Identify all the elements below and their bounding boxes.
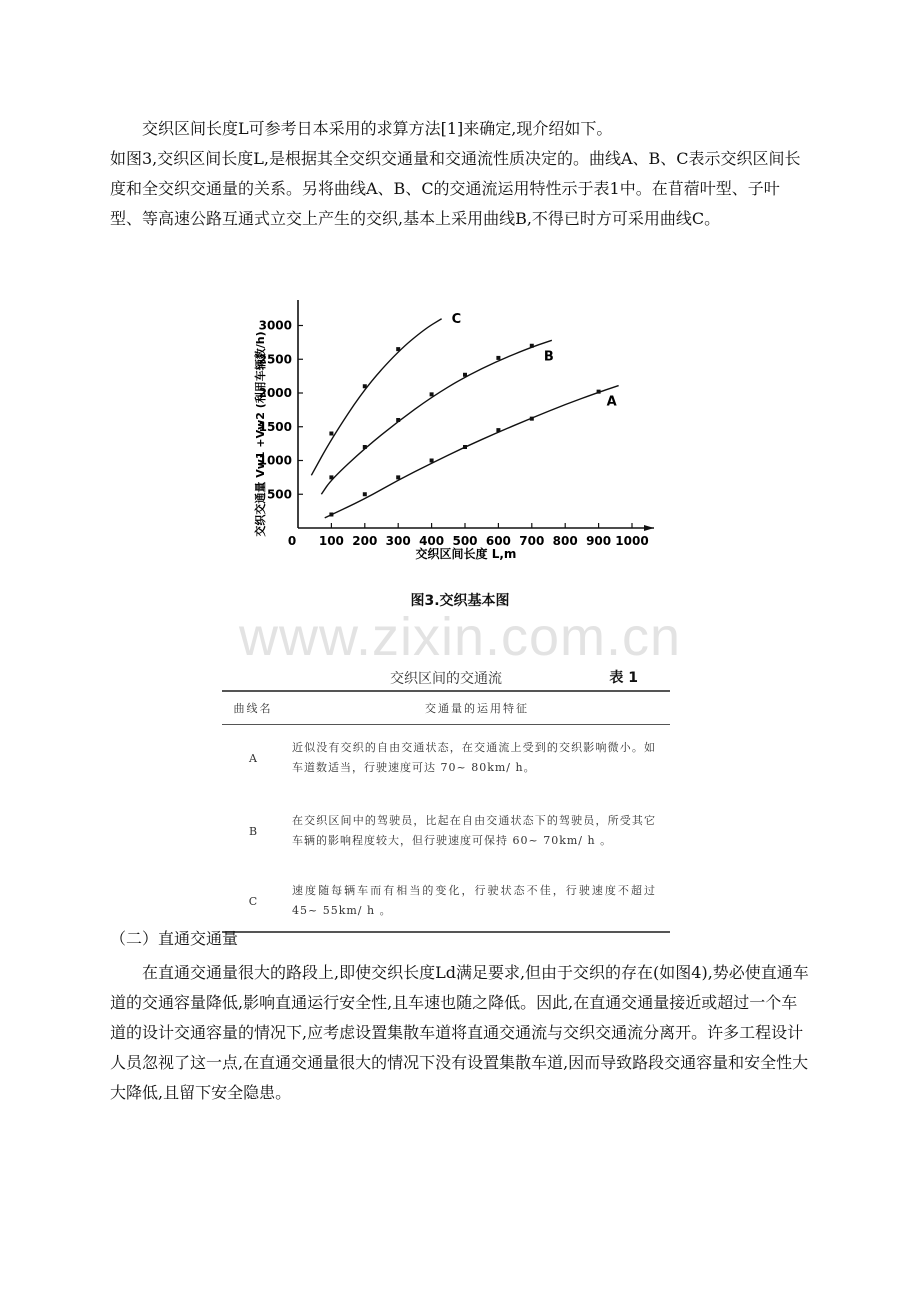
data-point-a (530, 417, 534, 421)
y-axis-label: 交织交通量 Vw1 +Vw2 (利用车辆数/h) (254, 331, 267, 537)
chart-axes (298, 300, 654, 531)
curve-a (325, 386, 619, 518)
x-axis-label: 交织区间长度 L,m (415, 547, 517, 561)
x-tick-label: 300 (385, 534, 411, 548)
x-tick-label: 1000 (615, 534, 649, 548)
series-label: B (543, 349, 554, 365)
table-row (222, 791, 670, 871)
section-title: （二）直通交通量 (110, 929, 239, 948)
data-point-c (363, 384, 367, 388)
row-description: 近似没有交织的自由交通状态，在交通流上受到的交织影响微小。如车道数适当，行驶速度可达 70~ 80km/ h。 (292, 741, 656, 774)
table-number: 表 1 (609, 670, 638, 686)
x-tick-label: 900 (586, 534, 612, 548)
data-point-b (396, 418, 400, 422)
data-point-a (363, 492, 367, 496)
chart-curves (311, 312, 618, 518)
x-axis-arrow (644, 525, 654, 531)
data-point-c (329, 432, 333, 436)
data-point-b (463, 373, 467, 377)
traffic-flow-table (222, 664, 670, 933)
figure-caption: 图3.交织基本图 (410, 593, 510, 609)
curve-c (311, 319, 441, 476)
header-curve-name: 曲线名 (233, 702, 273, 715)
series-label: C (451, 311, 462, 327)
row-curve-name: C (248, 894, 258, 908)
paragraph-through-traffic: 在直通交通量很大的路段上,即使交织长度Ld满足要求,但由于交织的存在(如图4),势必使直通车道的交通容量降低,影响直通运行安全性,且车速也随之降低。因此,在直通交通量接近或超过一个车道的设计交通容量的情况下,应考虑设置集散车道将直通交通流与交织交通流分离开。许多工程设计人员忽视了这一点,在直通交通量很大的情况下没有设置集散车道,因而导致路段交通容量和安全性大大降低,且留下安全隐患。 (110, 963, 809, 1102)
y-tick-label: 500 (266, 487, 292, 502)
watermark-text: www.zixin.com.cn (238, 607, 682, 667)
header-characteristics: 交通量的运用特征 (425, 702, 529, 715)
row-description: 速度随每辆车而有相当的变化，行驶状态不佳，行驶速度不超过 45~ 55km/ h 。 (292, 884, 656, 917)
data-point-a (329, 513, 333, 517)
table-title: 交织区间的交通流 (390, 671, 502, 687)
y-tick-label: 1000 (258, 453, 292, 468)
table-row (222, 871, 670, 932)
table-row (222, 725, 670, 792)
data-point-b (329, 475, 333, 479)
x-tick-label: 700 (519, 534, 545, 548)
table-body (222, 690, 670, 933)
data-point-b (530, 344, 534, 348)
x-tick-label: 100 (318, 534, 344, 548)
data-point-b (496, 356, 500, 360)
x-tick-label: 800 (552, 534, 578, 548)
y-tick-label: 3000 (258, 318, 292, 333)
chart-ticks (259, 319, 649, 549)
y-tick-label: 2000 (258, 386, 292, 400)
paragraph-intro-body: 如图3,交织区间长度L,是根据其全交织交通量和交通流性质决定的。曲线A、B、C表示交织区间长度和全交织交通量的关系。另将曲线A、B、C的交通流运用特性示于表1中。在苜蓿叶型、子叶型、等高速公路互通式立交上产生的交织,基本上采用曲线B,不得已时方可采用曲线C。 (110, 149, 801, 228)
x-tick-label: 0 (287, 534, 297, 548)
data-point-b (430, 392, 434, 396)
data-point-a (496, 428, 500, 432)
y-tick-label: 1500 (258, 419, 292, 434)
y-tick-label: 2500 (258, 352, 292, 367)
table-header-row (222, 691, 670, 725)
row-curve-name: B (248, 824, 258, 838)
x-tick-label: 600 (485, 534, 511, 548)
x-tick-label: 500 (452, 534, 478, 548)
weaving-basic-chart (240, 292, 670, 582)
data-point-c (396, 347, 400, 351)
data-point-b (363, 445, 367, 449)
table-title-row (222, 664, 670, 690)
row-curve-name: A (249, 751, 257, 765)
paragraph-intro-line: 交织区间长度L可参考日本采用的求算方法[1]来确定,现介绍如下。 (142, 119, 613, 138)
x-tick-label: 200 (352, 534, 378, 548)
data-point-a (430, 459, 434, 463)
data-point-a (597, 390, 601, 394)
data-point-a (396, 475, 400, 479)
series-label: A (606, 394, 617, 410)
row-description: 在交织区间中的驾驶员，比起在自由交通状态下的驾驶员，所受其它车辆的影响程度较大，但行驶速度可保持 60~ 70km/ h 。 (292, 814, 656, 847)
data-point-a (463, 445, 467, 449)
x-tick-label: 400 (419, 534, 445, 548)
curve-b (321, 340, 551, 494)
